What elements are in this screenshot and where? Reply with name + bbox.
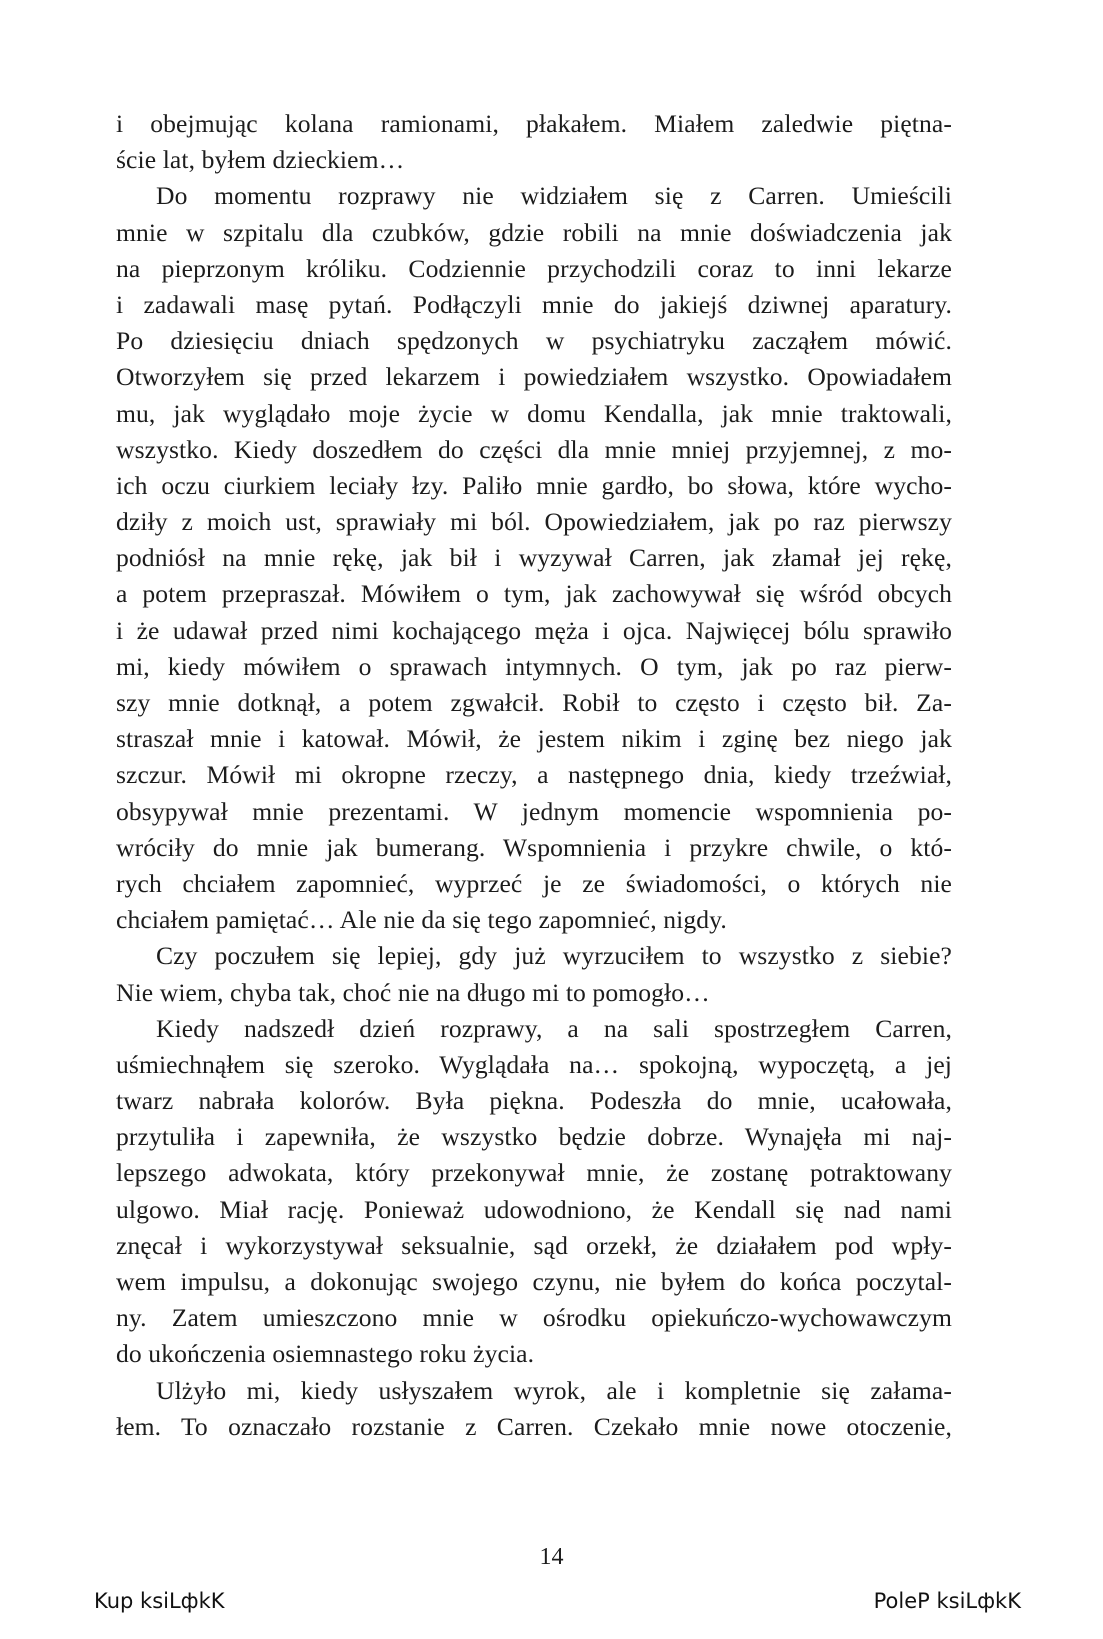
- footer-recommend-book-link-container: [874, 1587, 1021, 1615]
- text-line: obsypywał mnie prezentami. W jednym momencie wspomnienia po-: [116, 796, 952, 826]
- text-line: Do momentu rozprawy nie widziałem się z Carren. Umieścili: [156, 181, 952, 211]
- text-line: Ulżyło mi, kiedy usłyszałem wyrok, ale i kompletnie się załama-: [156, 1375, 952, 1405]
- text-line: rych chciałem zapomnieć, wyprzeć je ze świadomości, o których nie: [116, 868, 952, 898]
- page-number: 14: [539, 1544, 564, 1570]
- text-line: Kiedy nadszedł dzień rozprawy, a na sali spostrzegłem Carren,: [156, 1013, 952, 1043]
- text-line: chciałem pamiętać… Ale nie da się tego zapomnieć, nigdy.: [116, 905, 727, 935]
- text-line: i obejmując kolana ramionami, płakałem. Miałem zaledwie piętna-: [116, 109, 952, 138]
- text-line: wróciły do mnie jak bumerang. Wspomnienia i przykre chwile, o któ-: [116, 832, 952, 862]
- buy-book-link[interactable]: Kup ksiLфkK: [94, 1589, 225, 1613]
- text-line: podniósł na mnie rękę, jak bił i wyzywał Carren, jak złamał jej rękę,: [116, 543, 952, 573]
- text-line: ny. Zatem umieszczono mnie w ośrodku opiekuńczo-wychowawczym: [116, 1303, 952, 1333]
- text-line: mu, jak wyglądało moje życie w domu Kendalla, jak mnie traktowali,: [116, 398, 952, 428]
- text-line: lepszego adwokata, który przekonywał mnie, że zostanę potraktowany: [116, 1158, 952, 1188]
- text-line: łem. To oznaczało rozstanie z Carren. Czekało mnie nowe otoczenie,: [116, 1411, 952, 1441]
- text-line: Po dziesięciu dniach spędzonych w psychiatryku zacząłem mówić.: [116, 326, 952, 356]
- text-line: straszał mnie i katował. Mówił, że jestem nikim i zginę bez niego jak: [116, 724, 952, 754]
- text-line: na pieprzonym króliku. Codziennie przychodzili coraz to inni lekarze: [116, 253, 952, 283]
- text-line: szy mnie dotknął, a potem zgwałcił. Robił to często i często bił. Za-: [116, 688, 952, 717]
- text-line: Czy poczułem się lepiej, gdy już wyrzuciłem to wszystko z siebie?: [156, 941, 952, 971]
- text-line: twarz nabrała kolorów. Była piękna. Podeszła do mnie, ucałowała,: [116, 1086, 952, 1116]
- text-line: Otworzyłem się przed lekarzem i powiedziałem wszystko. Opowiadałem: [116, 362, 952, 392]
- recommend-book-link[interactable]: PoleP ksiLфkK: [873, 1589, 1021, 1613]
- text-line: ich oczu ciurkiem leciały łzy. Paliło mnie gardło, bo słowa, które wycho-: [116, 470, 952, 500]
- text-line: a potem przepraszał. Mówiłem o tym, jak zachowywał się wśród obcych: [116, 579, 952, 609]
- text-line: do ukończenia osiemnastego roku życia.: [116, 1339, 535, 1369]
- text-line: mi, kiedy mówiłem o sprawach intymnych. O tym, jak po raz pierw-: [116, 651, 952, 681]
- body-text: [116, 106, 952, 1445]
- text-line: mnie w szpitalu dla czubków, gdzie robili na mnie doświadczenia jak: [116, 217, 952, 247]
- text-line: Nie wiem, chyba tak, choć nie na długo mi to pomogło…: [116, 977, 710, 1007]
- text-line: szczur. Mówił mi okropne rzeczy, a następnego dnia, kiedy trzeźwiał,: [116, 760, 952, 790]
- text-line: wem impulsu, a dokonując swojego czynu, nie byłem do końca poczytal-: [116, 1267, 952, 1296]
- text-line: uśmiechnąłem się szeroko. Wyglądała na… spokojną, wypoczętą, a jej: [116, 1049, 952, 1079]
- text-line: wszystko. Kiedy doszedłem do części dla mnie mniej przyjemnej, z mo-: [116, 434, 952, 464]
- text-line: i że udawał przed nimi kochającego męża i ojca. Najwięcej bólu sprawiło: [116, 615, 952, 645]
- footer-buy-book-link-container: [94, 1587, 225, 1615]
- text-line: ście lat, byłem dzieckiem…: [116, 145, 405, 175]
- text-line: przytuliła i zapewniła, że wszystko będzie dobrze. Wynajęła mi naj-: [116, 1122, 952, 1152]
- text-line: ulgowo. Miał rację. Ponieważ udowodniono, że Kendall się nad nami: [116, 1194, 952, 1224]
- text-line: i zadawali masę pytań. Podłączyli mnie do jakiejś dziwnej aparatury.: [116, 289, 952, 319]
- text-line: znęcał i wykorzystywał seksualnie, sąd orzekł, że działałem pod wpły-: [116, 1230, 952, 1260]
- text-line: dziły z moich ust, sprawiały mi ból. Opowiedziałem, jak po raz pierwszy: [116, 507, 952, 537]
